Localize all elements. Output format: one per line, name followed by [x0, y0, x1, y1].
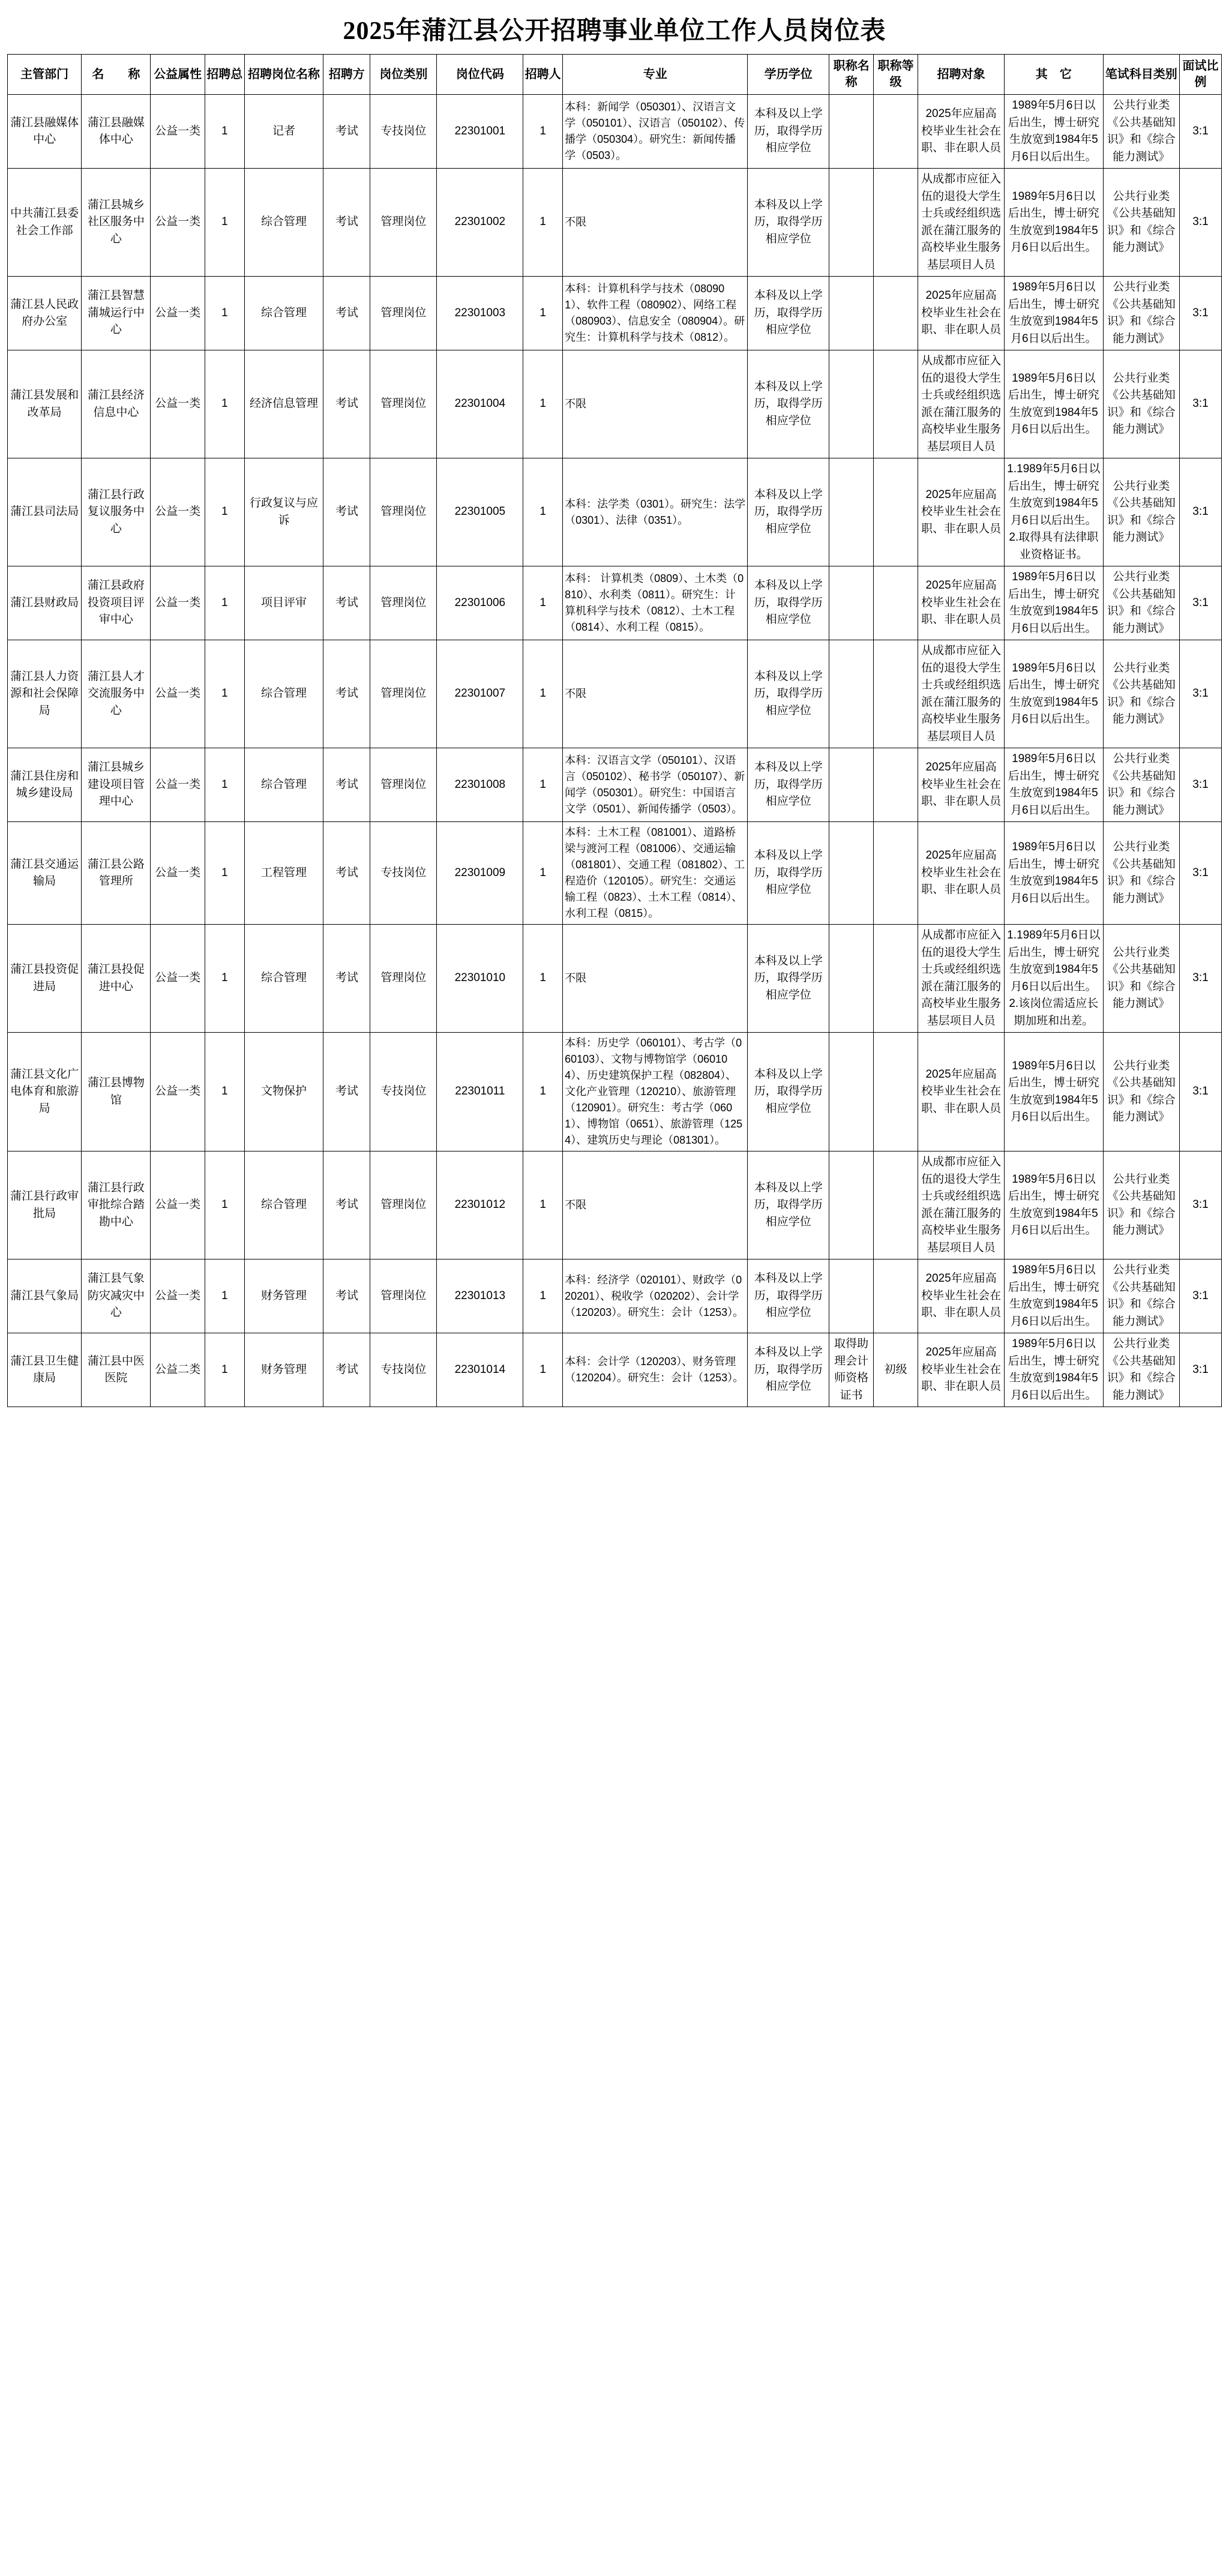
cell-exam-subject: 公共行业类《公共基础知识》和《综合能力测试》	[1103, 1033, 1179, 1151]
cell-method: 考试	[323, 1151, 370, 1259]
cell-num: 1	[523, 350, 563, 458]
cell-target: 2025年应届高校毕业生社会在职、非在职人员	[918, 458, 1005, 566]
cell-code: 22301013	[437, 1259, 523, 1333]
cell-category: 专技岗位	[370, 95, 437, 169]
cell-title-level	[874, 640, 918, 748]
page-title: 2025年蒲江县公开招聘事业单位工作人员岗位表	[343, 17, 886, 45]
cell-other: 1.1989年5月6日以后出生，博士研究生放宽到1984年5月6日以后出生。2.该岗位需适应长期加班和出差。	[1005, 925, 1103, 1033]
cell-unit: 蒲江县投促进中心	[82, 925, 151, 1033]
cell-post-name: 综合管理	[244, 748, 323, 822]
cell-exam-subject: 公共行业类《公共基础知识》和《综合能力测试》	[1103, 169, 1179, 277]
cell-category: 管理岗位	[370, 1151, 437, 1259]
cell-category: 管理岗位	[370, 925, 437, 1033]
cell-post-name: 文物保护	[244, 1033, 323, 1151]
cell-attribute: 公益一类	[151, 95, 205, 169]
cell-dept: 蒲江县卫生健康局	[8, 1333, 82, 1407]
cell-total: 1	[205, 640, 244, 748]
cell-major: 本科：计算机科学与技术（080901）、软件工程（080902）、网络工程（080903）、信息安全（080904）。研究生：计算机科学与技术（0812）。	[563, 277, 748, 350]
cell-major: 不限	[563, 925, 748, 1033]
cell-education: 本科及以上学历，取得学历相应学位	[748, 925, 829, 1033]
col-header-post-name: 招聘岗位名称	[244, 55, 323, 95]
cell-dept: 蒲江县文化广电体育和旅游局	[8, 1033, 82, 1151]
cell-num: 1	[523, 169, 563, 277]
cell-title-name	[829, 1151, 874, 1259]
col-header-major: 专业	[563, 55, 748, 95]
cell-ratio: 3:1	[1179, 925, 1221, 1033]
cell-num: 1	[523, 277, 563, 350]
cell-other: 1989年5月6日以后出生，博士研究生放宽到1984年5月6日以后出生。	[1005, 95, 1103, 169]
cell-other: 1989年5月6日以后出生，博士研究生放宽到1984年5月6日以后出生。	[1005, 1151, 1103, 1259]
cell-title-name	[829, 566, 874, 640]
cell-ratio: 3:1	[1179, 1259, 1221, 1333]
cell-title-level	[874, 350, 918, 458]
cell-category: 管理岗位	[370, 1259, 437, 1333]
cell-education: 本科及以上学历，取得学历相应学位	[748, 1033, 829, 1151]
cell-exam-subject: 公共行业类《公共基础知识》和《综合能力测试》	[1103, 925, 1179, 1033]
table-row	[8, 566, 1222, 640]
cell-education: 本科及以上学历，取得学历相应学位	[748, 1333, 829, 1407]
cell-exam-subject: 公共行业类《公共基础知识》和《综合能力测试》	[1103, 1151, 1179, 1259]
cell-title-level	[874, 566, 918, 640]
cell-attribute: 公益二类	[151, 1333, 205, 1407]
col-header-unit: 名 称	[82, 55, 151, 95]
cell-post-name: 综合管理	[244, 277, 323, 350]
cell-ratio: 3:1	[1179, 277, 1221, 350]
cell-post-name: 综合管理	[244, 169, 323, 277]
cell-category: 管理岗位	[370, 566, 437, 640]
table-row	[8, 925, 1222, 1033]
col-header-attribute: 公益属性	[151, 55, 205, 95]
cell-exam-subject: 公共行业类《公共基础知识》和《综合能力测试》	[1103, 350, 1179, 458]
cell-total: 1	[205, 1033, 244, 1151]
cell-num: 1	[523, 822, 563, 925]
cell-dept: 蒲江县人力资源和社会保障局	[8, 640, 82, 748]
table-row	[8, 458, 1222, 566]
col-header-title-name: 职称名称	[829, 55, 874, 95]
cell-attribute: 公益一类	[151, 566, 205, 640]
cell-other: 1989年5月6日以后出生，博士研究生放宽到1984年5月6日以后出生。	[1005, 277, 1103, 350]
cell-dept: 蒲江县司法局	[8, 458, 82, 566]
cell-method: 考试	[323, 277, 370, 350]
cell-title-name	[829, 640, 874, 748]
table-row	[8, 95, 1222, 169]
cell-code: 22301011	[437, 1033, 523, 1151]
cell-ratio: 3:1	[1179, 822, 1221, 925]
cell-num: 1	[523, 458, 563, 566]
cell-title-name	[829, 925, 874, 1033]
cell-exam-subject: 公共行业类《公共基础知识》和《综合能力测试》	[1103, 277, 1179, 350]
cell-num: 1	[523, 95, 563, 169]
cell-post-name: 财务管理	[244, 1333, 323, 1407]
cell-target: 2025年应届高校毕业生社会在职、非在职人员	[918, 566, 1005, 640]
cell-education: 本科及以上学历，取得学历相应学位	[748, 169, 829, 277]
cell-num: 1	[523, 566, 563, 640]
cell-total: 1	[205, 277, 244, 350]
cell-target: 2025年应届高校毕业生社会在职、非在职人员	[918, 1259, 1005, 1333]
cell-exam-subject: 公共行业类《公共基础知识》和《综合能力测试》	[1103, 822, 1179, 925]
cell-dept: 蒲江县行政审批局	[8, 1151, 82, 1259]
cell-total: 1	[205, 350, 244, 458]
cell-total: 1	[205, 822, 244, 925]
cell-major: 不限	[563, 169, 748, 277]
cell-attribute: 公益一类	[151, 640, 205, 748]
cell-method: 考试	[323, 748, 370, 822]
cell-dept: 蒲江县住房和城乡建设局	[8, 748, 82, 822]
cell-title-level	[874, 748, 918, 822]
cell-num: 1	[523, 1033, 563, 1151]
cell-exam-subject: 公共行业类《公共基础知识》和《综合能力测试》	[1103, 1333, 1179, 1407]
cell-exam-subject: 公共行业类《公共基础知识》和《综合能力测试》	[1103, 566, 1179, 640]
cell-code: 22301006	[437, 566, 523, 640]
cell-attribute: 公益一类	[151, 748, 205, 822]
table-header-row	[8, 55, 1222, 95]
cell-unit: 蒲江县经济信息中心	[82, 350, 151, 458]
cell-num: 1	[523, 640, 563, 748]
cell-unit: 蒲江县博物馆	[82, 1033, 151, 1151]
cell-unit: 蒲江县中医医院	[82, 1333, 151, 1407]
table-row	[8, 1033, 1222, 1151]
cell-unit: 蒲江县行政复议服务中心	[82, 458, 151, 566]
cell-category: 管理岗位	[370, 169, 437, 277]
cell-total: 1	[205, 925, 244, 1033]
cell-method: 考试	[323, 566, 370, 640]
cell-target: 2025年应届高校毕业生社会在职、非在职人员	[918, 277, 1005, 350]
cell-major: 本科：汉语言文学（050101）、汉语言（050102）、秘书学（050107）、新闻学（050301）。研究生：中国语言文学（0501）、新闻传播学（0503）。	[563, 748, 748, 822]
cell-unit: 蒲江县城乡建设项目管理中心	[82, 748, 151, 822]
cell-num: 1	[523, 1259, 563, 1333]
cell-target: 从成都市应征入伍的退役大学生士兵或经组织选派在蒲江服务的高校毕业生服务基层项目人员	[918, 640, 1005, 748]
cell-other: 1989年5月6日以后出生，博士研究生放宽到1984年5月6日以后出生。	[1005, 1033, 1103, 1151]
cell-education: 本科及以上学历，取得学历相应学位	[748, 350, 829, 458]
cell-post-name: 综合管理	[244, 640, 323, 748]
cell-method: 考试	[323, 1259, 370, 1333]
cell-dept: 蒲江县人民政府办公室	[8, 277, 82, 350]
col-header-total: 招聘总	[205, 55, 244, 95]
cell-title-name	[829, 1033, 874, 1151]
cell-attribute: 公益一类	[151, 1033, 205, 1151]
cell-unit: 蒲江县公路管理所	[82, 822, 151, 925]
cell-attribute: 公益一类	[151, 169, 205, 277]
table-row	[8, 1333, 1222, 1407]
col-header-code: 岗位代码	[437, 55, 523, 95]
cell-target: 2025年应届高校毕业生社会在职、非在职人员	[918, 1333, 1005, 1407]
cell-other: 1989年5月6日以后出生，博士研究生放宽到1984年5月6日以后出生。	[1005, 169, 1103, 277]
cell-title-level	[874, 277, 918, 350]
cell-exam-subject: 公共行业类《公共基础知识》和《综合能力测试》	[1103, 458, 1179, 566]
cell-dept: 蒲江县投资促进局	[8, 925, 82, 1033]
cell-category: 专技岗位	[370, 1333, 437, 1407]
cell-title-level	[874, 95, 918, 169]
cell-attribute: 公益一类	[151, 1259, 205, 1333]
cell-attribute: 公益一类	[151, 822, 205, 925]
cell-method: 考试	[323, 640, 370, 748]
cell-unit: 蒲江县融媒体中心	[82, 95, 151, 169]
cell-other: 1989年5月6日以后出生，博士研究生放宽到1984年5月6日以后出生。	[1005, 822, 1103, 925]
cell-code: 22301004	[437, 350, 523, 458]
cell-category: 管理岗位	[370, 748, 437, 822]
col-header-other: 其 它	[1005, 55, 1103, 95]
cell-category: 专技岗位	[370, 1033, 437, 1151]
cell-method: 考试	[323, 350, 370, 458]
cell-code: 22301005	[437, 458, 523, 566]
cell-title-name	[829, 169, 874, 277]
cell-code: 22301012	[437, 1151, 523, 1259]
cell-category: 管理岗位	[370, 458, 437, 566]
cell-other: 1989年5月6日以后出生，博士研究生放宽到1984年5月6日以后出生。	[1005, 640, 1103, 748]
cell-other: 1989年5月6日以后出生，博士研究生放宽到1984年5月6日以后出生。	[1005, 1333, 1103, 1407]
cell-title-name	[829, 748, 874, 822]
cell-method: 考试	[323, 1333, 370, 1407]
cell-attribute: 公益一类	[151, 925, 205, 1033]
cell-method: 考试	[323, 1033, 370, 1151]
cell-major: 不限	[563, 350, 748, 458]
recruitment-table	[7, 54, 1222, 1407]
cell-title-level	[874, 1151, 918, 1259]
cell-attribute: 公益一类	[151, 350, 205, 458]
cell-code: 22301003	[437, 277, 523, 350]
cell-major: 本科：法学类（0301）。研究生：法学（0301）、法律（0351）。	[563, 458, 748, 566]
cell-major: 本科： 计算机类（0809）、土木类（0810）、水利类（0811）。研究生：计算机科学与技术（0812）、土木工程（0814）、水利工程（0815）。	[563, 566, 748, 640]
cell-ratio: 3:1	[1179, 1333, 1221, 1407]
cell-unit: 蒲江县行政审批综合踏勘中心	[82, 1151, 151, 1259]
cell-num: 1	[523, 748, 563, 822]
cell-code: 22301007	[437, 640, 523, 748]
cell-other: 1989年5月6日以后出生，博士研究生放宽到1984年5月6日以后出生。	[1005, 566, 1103, 640]
cell-method: 考试	[323, 95, 370, 169]
cell-major: 本科：会计学（120203）、财务管理（120204）。研究生：会计（1253）。	[563, 1333, 748, 1407]
cell-total: 1	[205, 1259, 244, 1333]
cell-major: 不限	[563, 640, 748, 748]
cell-title-name	[829, 1259, 874, 1333]
cell-title-name	[829, 95, 874, 169]
cell-num: 1	[523, 1151, 563, 1259]
col-header-title-level: 职称等级	[874, 55, 918, 95]
cell-ratio: 3:1	[1179, 566, 1221, 640]
cell-target: 2025年应届高校毕业生社会在职、非在职人员	[918, 1033, 1005, 1151]
cell-dept: 蒲江县融媒体中心	[8, 95, 82, 169]
cell-num: 1	[523, 1333, 563, 1407]
cell-education: 本科及以上学历，取得学历相应学位	[748, 1151, 829, 1259]
col-header-method: 招聘方	[323, 55, 370, 95]
cell-total: 1	[205, 458, 244, 566]
cell-category: 管理岗位	[370, 640, 437, 748]
cell-post-name: 记者	[244, 95, 323, 169]
cell-total: 1	[205, 566, 244, 640]
cell-method: 考试	[323, 925, 370, 1033]
cell-post-name: 经济信息管理	[244, 350, 323, 458]
table-row	[8, 748, 1222, 822]
cell-ratio: 3:1	[1179, 169, 1221, 277]
cell-other: 1989年5月6日以后出生，博士研究生放宽到1984年5月6日以后出生。	[1005, 748, 1103, 822]
cell-method: 考试	[323, 822, 370, 925]
cell-title-name	[829, 277, 874, 350]
cell-target: 从成都市应征入伍的退役大学生士兵或经组织选派在蒲江服务的高校毕业生服务基层项目人员	[918, 350, 1005, 458]
cell-title-level	[874, 925, 918, 1033]
cell-title-level	[874, 169, 918, 277]
cell-education: 本科及以上学历，取得学历相应学位	[748, 640, 829, 748]
cell-category: 管理岗位	[370, 350, 437, 458]
cell-title-name	[829, 350, 874, 458]
cell-total: 1	[205, 1333, 244, 1407]
cell-education: 本科及以上学历，取得学历相应学位	[748, 566, 829, 640]
cell-title-level	[874, 458, 918, 566]
cell-total: 1	[205, 95, 244, 169]
cell-target: 从成都市应征入伍的退役大学生士兵或经组织选派在蒲江服务的高校毕业生服务基层项目人员	[918, 1151, 1005, 1259]
cell-target: 从成都市应征入伍的退役大学生士兵或经组织选派在蒲江服务的高校毕业生服务基层项目人员	[918, 925, 1005, 1033]
cell-unit: 蒲江县人才交流服务中心	[82, 640, 151, 748]
cell-code: 22301008	[437, 748, 523, 822]
cell-title-level	[874, 822, 918, 925]
cell-attribute: 公益一类	[151, 458, 205, 566]
cell-education: 本科及以上学历，取得学历相应学位	[748, 277, 829, 350]
table-row	[8, 822, 1222, 925]
cell-target: 从成都市应征入伍的退役大学生士兵或经组织选派在蒲江服务的高校毕业生服务基层项目人员	[918, 169, 1005, 277]
col-header-category: 岗位类别	[370, 55, 437, 95]
cell-ratio: 3:1	[1179, 748, 1221, 822]
col-header-target: 招聘对象	[918, 55, 1005, 95]
cell-code: 22301010	[437, 925, 523, 1033]
cell-education: 本科及以上学历，取得学历相应学位	[748, 458, 829, 566]
cell-ratio: 3:1	[1179, 1151, 1221, 1259]
cell-exam-subject: 公共行业类《公共基础知识》和《综合能力测试》	[1103, 1259, 1179, 1333]
cell-exam-subject: 公共行业类《公共基础知识》和《综合能力测试》	[1103, 640, 1179, 748]
cell-ratio: 3:1	[1179, 1033, 1221, 1151]
table-body	[8, 95, 1222, 1407]
col-header-education: 学历学位	[748, 55, 829, 95]
table-row	[8, 1259, 1222, 1333]
cell-dept: 蒲江县气象局	[8, 1259, 82, 1333]
cell-method: 考试	[323, 169, 370, 277]
cell-code: 22301014	[437, 1333, 523, 1407]
col-header-dept: 主管部门	[8, 55, 82, 95]
cell-target: 2025年应届高校毕业生社会在职、非在职人员	[918, 748, 1005, 822]
cell-title-level: 初级	[874, 1333, 918, 1407]
cell-post-name: 项目评审	[244, 566, 323, 640]
cell-unit: 蒲江县智慧蒲城运行中心	[82, 277, 151, 350]
cell-other: 1989年5月6日以后出生，博士研究生放宽到1984年5月6日以后出生。	[1005, 1259, 1103, 1333]
table-row	[8, 1151, 1222, 1259]
cell-post-name: 工程管理	[244, 822, 323, 925]
cell-ratio: 3:1	[1179, 350, 1221, 458]
cell-ratio: 3:1	[1179, 458, 1221, 566]
cell-category: 专技岗位	[370, 822, 437, 925]
cell-education: 本科及以上学历，取得学历相应学位	[748, 822, 829, 925]
cell-target: 2025年应届高校毕业生社会在职、非在职人员	[918, 95, 1005, 169]
table-row	[8, 350, 1222, 458]
cell-education: 本科及以上学历，取得学历相应学位	[748, 748, 829, 822]
cell-target: 2025年应届高校毕业生社会在职、非在职人员	[918, 822, 1005, 925]
col-header-ratio: 面试比例	[1179, 55, 1221, 95]
cell-total: 1	[205, 1151, 244, 1259]
col-header-num: 招聘人	[523, 55, 563, 95]
cell-num: 1	[523, 925, 563, 1033]
cell-code: 22301001	[437, 95, 523, 169]
cell-title-name: 取得助理会计师资格证书	[829, 1333, 874, 1407]
cell-major: 本科：历史学（060101）、考古学（060103）、文物与博物馆学（060104）、历史建筑保护工程（082804）、文化产业管理（120210）、旅游管理（120901）。研究生：考古学（0601）、博物馆（0651）、旅游管理（1254）、建筑历史与理论（081301）。	[563, 1033, 748, 1151]
cell-title-name	[829, 458, 874, 566]
cell-other: 1989年5月6日以后出生，博士研究生放宽到1984年5月6日以后出生。	[1005, 350, 1103, 458]
cell-dept: 蒲江县交通运输局	[8, 822, 82, 925]
cell-title-level	[874, 1033, 918, 1151]
cell-attribute: 公益一类	[151, 1151, 205, 1259]
col-header-exam-subject: 笔试科目类别	[1103, 55, 1179, 95]
cell-other: 1.1989年5月6日以后出生，博士研究生放宽到1984年5月6日以后出生。2.取得具有法律职业资格证书。	[1005, 458, 1103, 566]
cell-ratio: 3:1	[1179, 640, 1221, 748]
table-row	[8, 640, 1222, 748]
cell-education: 本科及以上学历，取得学历相应学位	[748, 1259, 829, 1333]
table-row	[8, 277, 1222, 350]
cell-post-name: 行政复议与应诉	[244, 458, 323, 566]
cell-title-name	[829, 822, 874, 925]
cell-major: 本科：经济学（020101）、财政学（020201）、税收学（020202）、会计学（120203）。研究生：会计（1253）。	[563, 1259, 748, 1333]
cell-total: 1	[205, 748, 244, 822]
cell-post-name: 综合管理	[244, 925, 323, 1033]
cell-code: 22301009	[437, 822, 523, 925]
cell-major: 不限	[563, 1151, 748, 1259]
cell-post-name: 综合管理	[244, 1151, 323, 1259]
cell-exam-subject: 公共行业类《公共基础知识》和《综合能力测试》	[1103, 748, 1179, 822]
cell-attribute: 公益一类	[151, 277, 205, 350]
cell-unit: 蒲江县城乡社区服务中心	[82, 169, 151, 277]
cell-dept: 中共蒲江县委社会工作部	[8, 169, 82, 277]
cell-unit: 蒲江县政府投资项目评审中心	[82, 566, 151, 640]
cell-code: 22301002	[437, 169, 523, 277]
cell-exam-subject: 公共行业类《公共基础知识》和《综合能力测试》	[1103, 95, 1179, 169]
cell-major: 本科：新闻学（050301）、汉语言文学（050101）、汉语言（050102）、传播学（050304）。研究生：新闻传播学（0503）。	[563, 95, 748, 169]
cell-method: 考试	[323, 458, 370, 566]
cell-post-name: 财务管理	[244, 1259, 323, 1333]
cell-category: 管理岗位	[370, 277, 437, 350]
cell-dept: 蒲江县财政局	[8, 566, 82, 640]
cell-education: 本科及以上学历，取得学历相应学位	[748, 95, 829, 169]
cell-dept: 蒲江县发展和改革局	[8, 350, 82, 458]
cell-title-level	[874, 1259, 918, 1333]
cell-ratio: 3:1	[1179, 95, 1221, 169]
table-row	[8, 169, 1222, 277]
cell-unit: 蒲江县气象防灾减灾中心	[82, 1259, 151, 1333]
cell-major: 本科：土木工程（081001）、道路桥梁与渡河工程（081006）、交通运输（081801）、交通工程（081802）、工程造价（120105）。研究生：交通运输工程（0823）、土木工程（0814）、水利工程（0815）。	[563, 822, 748, 925]
cell-total: 1	[205, 169, 244, 277]
